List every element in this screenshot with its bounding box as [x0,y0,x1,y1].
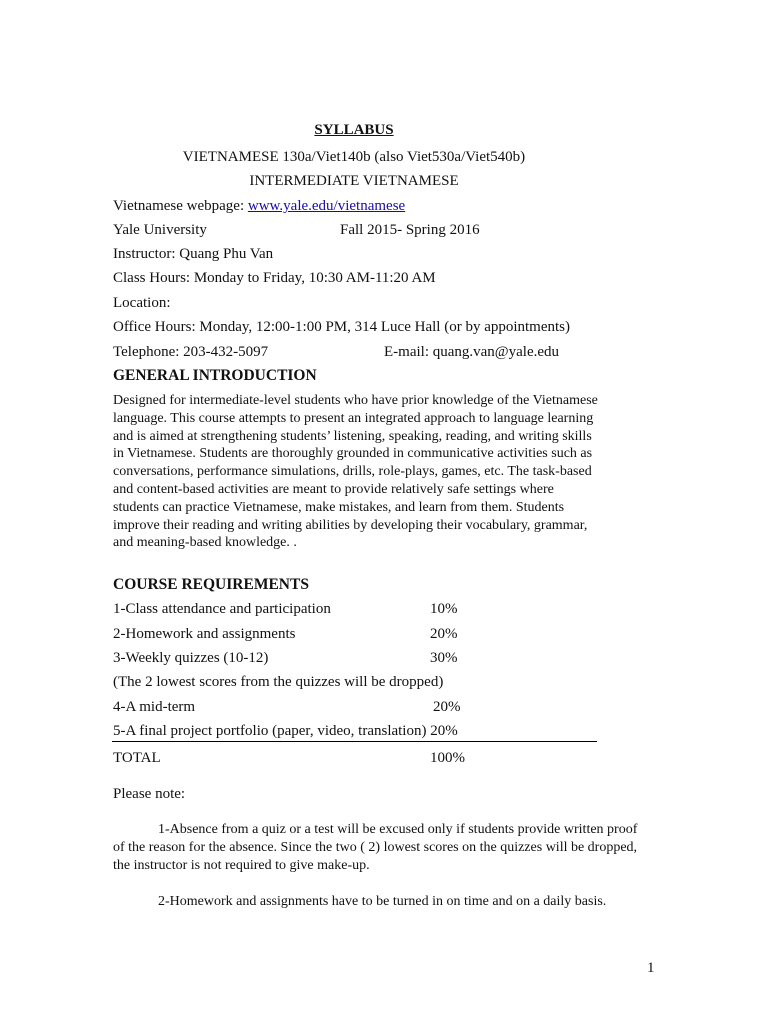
email: E-mail: quang.van@yale.edu [384,344,560,360]
requirement-percent: 30% [430,650,458,666]
page-title: SYLLABUS [314,122,394,138]
office-hours: Office Hours: Monday, 12:00-1:00 PM, 314 Luce Hall (or by appointments) [113,319,571,335]
webpage-label: Vietnamese webpage: [113,198,248,214]
term: Fall 2015- Spring 2016 [340,222,480,238]
total-divider [112,741,597,742]
requirement-item: 3-Weekly quizzes (10-12) [113,650,269,666]
requirement-item: 5-A final project portfolio (paper, video, translation) 20% [113,723,458,739]
quiz-drop-note: (The 2 lowest scores from the quizzes will be dropped) [113,674,444,690]
webpage-line [113,198,405,215]
total-label: TOTAL [113,750,161,766]
location: Location: [113,295,171,311]
requirement-percent: 20% [433,699,461,715]
course-name: INTERMEDIATE VIETNAMESE [249,173,459,189]
webpage-link[interactable]: www.yale.edu/vietnamese [247,198,406,214]
instructor: Instructor: Quang Phu Van [113,246,274,262]
intro-heading: GENERAL INTRODUCTION [113,367,317,384]
intro-body: Designed for intermediate-level students who have prior knowledge of the Vietnamese language. This course attempts to present an integrated approach to language learning and is aimed at strengthening students’ listening, speaking, reading, and writing skills in Vietnamese. Students are thoroughly grounded in communicative activities such as conversations, performance simulations, drills, role-plays, games, etc. The task-based and content-based activities are meant to provide relatively safe settings where students can practice Vietnamese, make mistakes, and learn from them. Students improve their reading and writing abilities by developing their vocabulary, grammar, and meaning-based knowledge. . [113,393,598,551]
note-item: 2-Homework and assignments have to be turned in on time and on a daily basis. [158,894,607,909]
requirements-heading: COURSE REQUIREMENTS [113,576,309,593]
telephone: Telephone: 203-432-5097 [113,344,269,360]
university: Yale University [113,222,207,238]
course-codes: VIETNAMESE 130a/Viet140b (also Viet530a/Viet540b) [182,149,526,165]
requirement-item: 2-Homework and assignments [113,626,296,642]
page-number: 1 [647,960,655,976]
note-item: 1-Absence from a quiz or a test will be excused only if students provide written proof of the reason for the absence. Since the two ( 2) lowest scores on the quizzes will be dropped, the instructor is not required to give make-up. [113,822,638,873]
class-hours: Class Hours: Monday to Friday, 10:30 AM-11:20 AM [113,270,436,286]
requirement-percent: 10% [430,601,458,617]
requirement-item: 1-Class attendance and participation [113,601,331,617]
total-percent: 100% [430,750,465,766]
notes-heading: Please note: [113,786,186,802]
requirement-percent: 20% [430,626,458,642]
requirement-item: 4-A mid-term [113,699,196,715]
